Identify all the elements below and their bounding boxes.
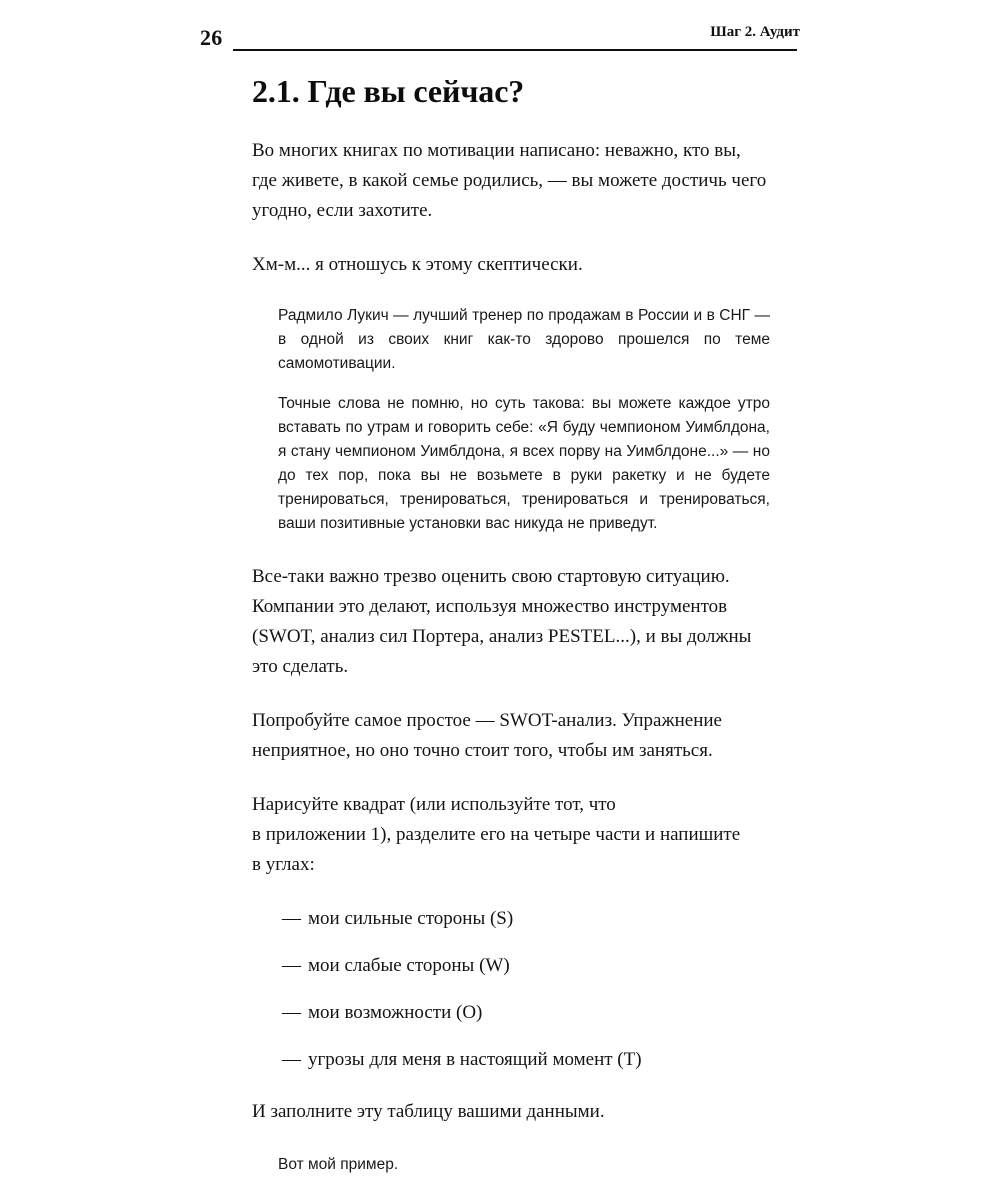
list-item xyxy=(282,1045,770,1075)
dash-marker: — xyxy=(282,955,301,976)
page-title: 2.1. Где вы сейчас? xyxy=(252,73,525,109)
page-number: 26 xyxy=(200,25,223,50)
dash-marker: — xyxy=(282,1049,301,1070)
paragraph-draw-square xyxy=(252,790,770,880)
dash-marker: — xyxy=(282,908,301,929)
paragraph-swot-suggestion: Попробуйте самое простое — SWOT-анализ. Упражнение неприятное, но оно точно стоит того, чтобы им заняться. xyxy=(252,710,722,761)
quote-paragraph-lukic: Радмило Лукич — лучший тренер по продажам в России и в СНГ — в одной из своих книг как-то здорово прошелся по теме самомотивации. xyxy=(278,307,770,372)
text-column xyxy=(252,72,770,1177)
list-item xyxy=(282,951,770,981)
paragraph-draw-square-line-2: в приложении 1), разделите его на четыре части и напишите xyxy=(252,824,741,845)
list-item xyxy=(282,904,770,934)
paragraph-intro: Во многих книгах по мотивации написано: неважно, кто вы, где живете, в какой семье родились, — вы можете достичь чего угодно, если захотите. xyxy=(252,140,767,221)
list-item xyxy=(282,998,770,1028)
list-item-label: угрозы для меня в настоящий момент (T) xyxy=(308,1049,642,1070)
paragraph-assess-situation: Все-таки важно трезво оценить свою стартовую ситуацию. Компании это делают, используя множество инструментов (SWOT, анализ сил Портера, анализ PESTEL...), и вы должны это сделать. xyxy=(252,566,752,677)
running-head-title: Шаг 2. Аудит xyxy=(710,24,800,40)
list-item-label: мои сильные стороны (S) xyxy=(308,908,514,929)
swot-list xyxy=(252,904,770,1075)
paragraph-draw-square-line-1: Нарисуйте квадрат (или используйте тот, что xyxy=(252,794,616,815)
quote-paragraph-wimbledon: Точные слова не помню, но суть такова: вы можете каждое утро вставать по утрам и говорить себе: «Я буду чемпионом Уимблдона, я стану чемпионом Уимблдона, я всех порву на Уимблдоне...» — но до тех пор, пока вы не возьмете в руки ракетку и не будете тренироваться, тренироваться, тренироваться и тренироваться, ваши позитивные установки вас никуда не приведут. xyxy=(278,395,770,532)
running-head xyxy=(200,24,800,60)
paragraph-skeptical: Хм-м... я отношусь к этому скептически. xyxy=(252,254,583,275)
dash-marker: — xyxy=(282,1002,301,1023)
quote-block xyxy=(252,304,770,536)
list-item-label: мои слабые стороны (W) xyxy=(308,955,510,976)
list-item-label: мои возможности (O) xyxy=(308,1002,483,1023)
paragraph-draw-square-line-3: в углах: xyxy=(252,854,315,875)
paragraph-fill-table: И заполните эту таблицу вашими данными. xyxy=(252,1101,605,1122)
closing-note: Вот мой пример. xyxy=(278,1156,399,1173)
header-rule xyxy=(233,49,797,51)
